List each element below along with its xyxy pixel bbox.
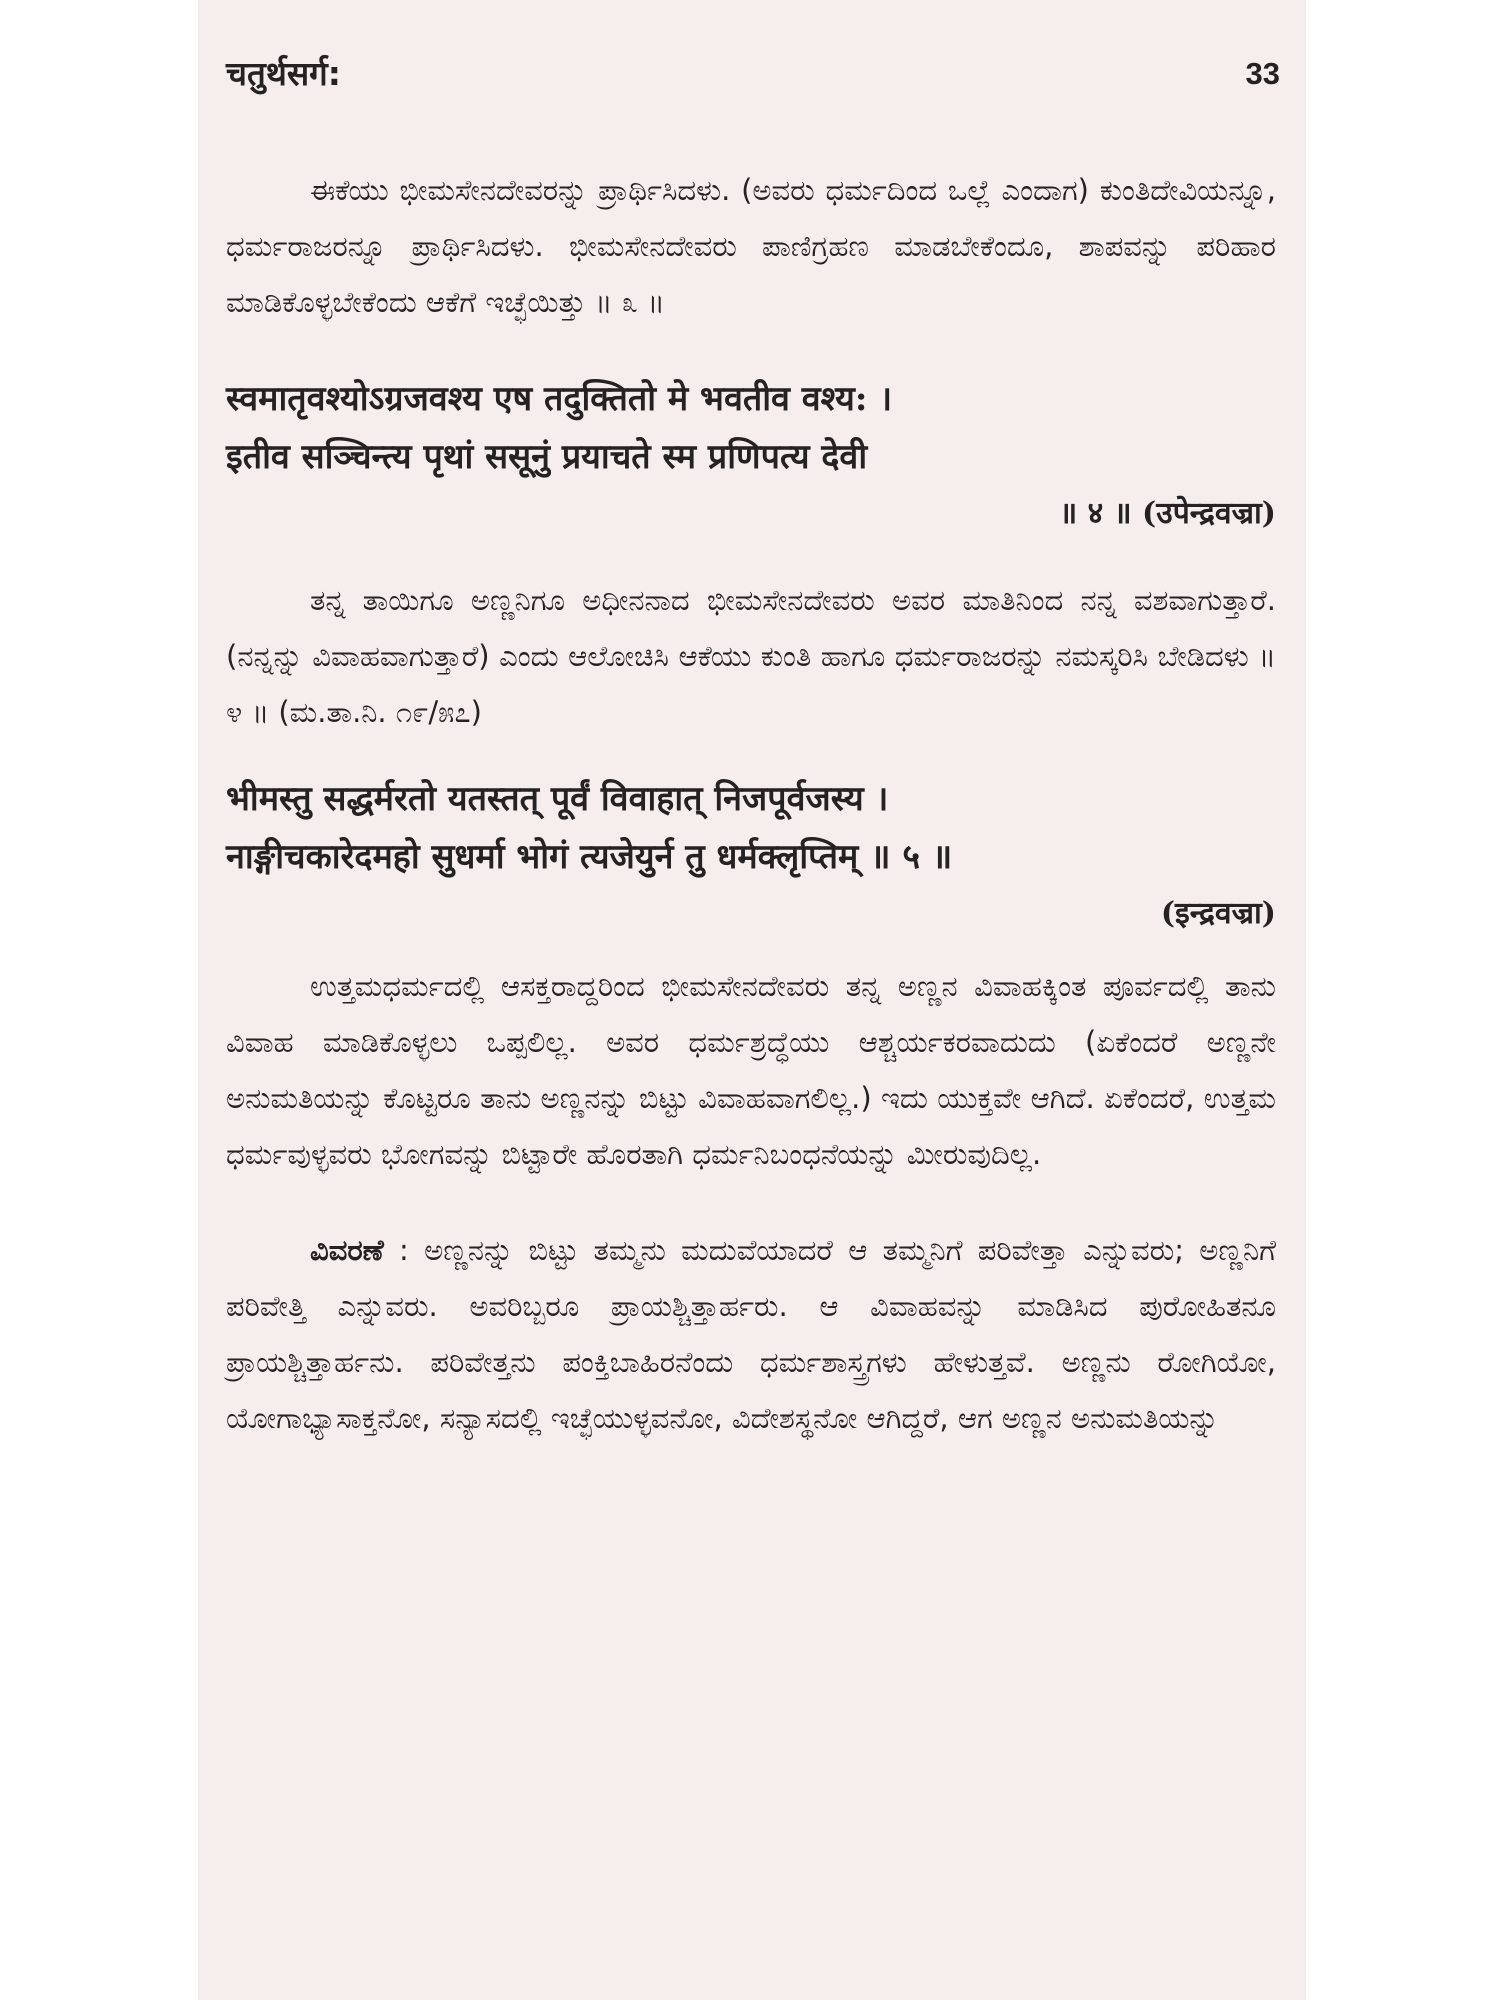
verse-5-line-1: भीमस्तु सद्धर्मरतो यतस्तत् पूर्वं विवाहात् निजपूर्वजस्य । — [226, 779, 889, 819]
verse-4-line-1: स्वमातृवश्योऽग्रजवश्य एष तदुक्तितो मे भवतीव वश्य: । — [226, 379, 893, 419]
verse-4 — [226, 370, 1276, 542]
explanation-paragraph — [226, 1222, 1276, 1446]
running-header — [226, 48, 1280, 100]
page-number: 33 — [1245, 56, 1280, 91]
verse-5-line-2: नाङ्गीचकारेदमहो सुधर्मा भोगं त्यजेयुर्न तु धर्मक्लृप्तिम् ॥ ५ ॥ — [226, 837, 953, 877]
verse-5 — [226, 770, 1276, 942]
commentary-paragraph-3: ಈಕೆಯು ಭೀಮಸೇನದೇವರನ್ನು ಪ್ರಾರ್ಥಿಸಿದಳು. (ಅವರು ಧರ್ಮದಿಂದ ಒಲ್ಲೆ ಎಂದಾಗ) ಕುಂತಿದೇವಿಯನ್ನೂ, ಧರ್ಮರಾಜರನ್ನೂ ಪ್ರಾರ್ಥಿಸಿದಳು. ಭೀಮಸೇನದೇವರು ಪಾಣಿಗ್ರಹಣ ಮಾಡಬೇಕೆಂದೂ, ಶಾಪವನ್ನು ಪರಿಹಾರ ಮಾಡಿಕೊಳ್ಳಬೇಕೆಂದು ಆಕೆಗೆ ಇಚ್ಛೆಯಿತ್ತು ॥ ೩ ॥ — [226, 173, 1276, 319]
verse-5-meter: (इन्द्रवज्रा) — [1160, 896, 1276, 931]
commentary-paragraph-5: ಉತ್ತಮಧರ್ಮದಲ್ಲಿ ಆಸಕ್ತರಾದ್ದರಿಂದ ಭೀಮಸೇನದೇವರು ತನ್ನ ಅಣ್ಣನ ವಿವಾಹಕ್ಕಿಂತ ಪೂರ್ವದಲ್ಲಿ ತಾನು ವಿವಾಹ ಮಾಡಿಕೊಳ್ಳಲು ಒಪ್ಪಲಿಲ್ಲ. ಅವರ ಧರ್ಮಶ್ರದ್ಧೆಯು ಆಶ್ಚರ್ಯಕರವಾದುದು (ಏಕೆಂದರೆ ಅಣ್ಣನೇ ಅನುಮತಿಯನ್ನು ಕೊಟ್ಟರೂ ತಾನು ಅಣ್ಣನನ್ನು ಬಿಟ್ಟು ವಿವಾಹವಾಗಲಿಲ್ಲ.) ಇದು ಯುಕ್ತವೇ ಆಗಿದೆ. ಏಕೆಂದರೆ, ಉತ್ತಮ ಧರ್ಮವುಳ್ಳವರು ಭೋಗವನ್ನು ಬಿಟ್ಟಾರೇ ಹೊರತಾಗಿ ಧರ್ಮನಿಬಂಧನೆಯನ್ನು ಮೀರುವುದಿಲ್ಲ. — [226, 969, 1276, 1171]
explanation-text: : ಅಣ್ಣನನ್ನು ಬಿಟ್ಟು ತಮ್ಮನು ಮದುವೆಯಾದರೆ ಆ ತಮ್ಮನಿಗೆ ಪರಿವೇತ್ತಾ ಎನ್ನುವರು; ಅಣ್ಣನಿಗೆ ಪರಿವೇತ್ತಿ ಎನ್ನುವರು. ಅವರಿಬ್ಬರೂ ಪ್ರಾಯಶ್ಚಿತ್ತಾರ್ಹರು. ಆ ವಿವಾಹವನ್ನು ಮಾಡಿಸಿದ ಪುರೋಹಿತನೂ ಪ್ರಾಯಶ್ಚಿತ್ತಾರ್ಹನು. ಪರಿವೇತ್ತನು ಪಂಕ್ತಿಬಾಹಿರನೆಂದು ಧರ್ಮಶಾಸ್ತ್ರಗಳು ಹೇಳುತ್ತವೆ. ಅಣ್ಣನು ರೋಗಿಯೋ, ಯೋಗಾಭ್ಯಾಸಾಕ್ತನೋ, ಸನ್ಯಾಸದಲ್ಲಿ ಇಚ್ಛೆಯುಳ್ಳವನೋ, ವಿದೇಶಸ್ಥನೋ ಆಗಿದ್ದರೆ, ಆಗ ಅಣ್ಣನ ಅನುಮತಿಯನ್ನು — [226, 1233, 1276, 1435]
verse-4-line-2: इतीव सञ्चिन्त्य पृथां ससूनुं प्रयाचते स्म प्रणिपत्य देवी — [226, 437, 868, 477]
page-content — [226, 162, 1276, 1446]
commentary-paragraph-4: ತನ್ನ ತಾಯಿಗೂ ಅಣ್ಣನಿಗೂ ಅಧೀನನಾದ ಭೀಮಸೇನದೇವರು ಅವರ ಮಾತಿನಿಂದ ನನ್ನ ವಶವಾಗುತ್ತಾರೆ. (ನನ್ನನ್ನು ವಿವಾಹವಾಗುತ್ತಾರೆ) ಎಂದು ಆಲೋಚಿಸಿ ಆಕೆಯು ಕುಂತಿ ಹಾಗೂ ಧರ್ಮರಾಜರನ್ನು ನಮಸ್ಕರಿಸಿ ಬೇಡಿದಳು ॥ ೪ ॥ (ಮ.ತಾ.ನಿ. ೧೯/೫೭) — [226, 583, 1276, 729]
verse-4-meter: ॥ ४ ॥ (उपेन्द्रवज्रा) — [1059, 496, 1276, 531]
chapter-title: चतुर्थसर्ग: — [226, 54, 341, 93]
explanation-term: ವಿವರಣೆ — [310, 1233, 384, 1267]
book-page — [198, 0, 1306, 2000]
